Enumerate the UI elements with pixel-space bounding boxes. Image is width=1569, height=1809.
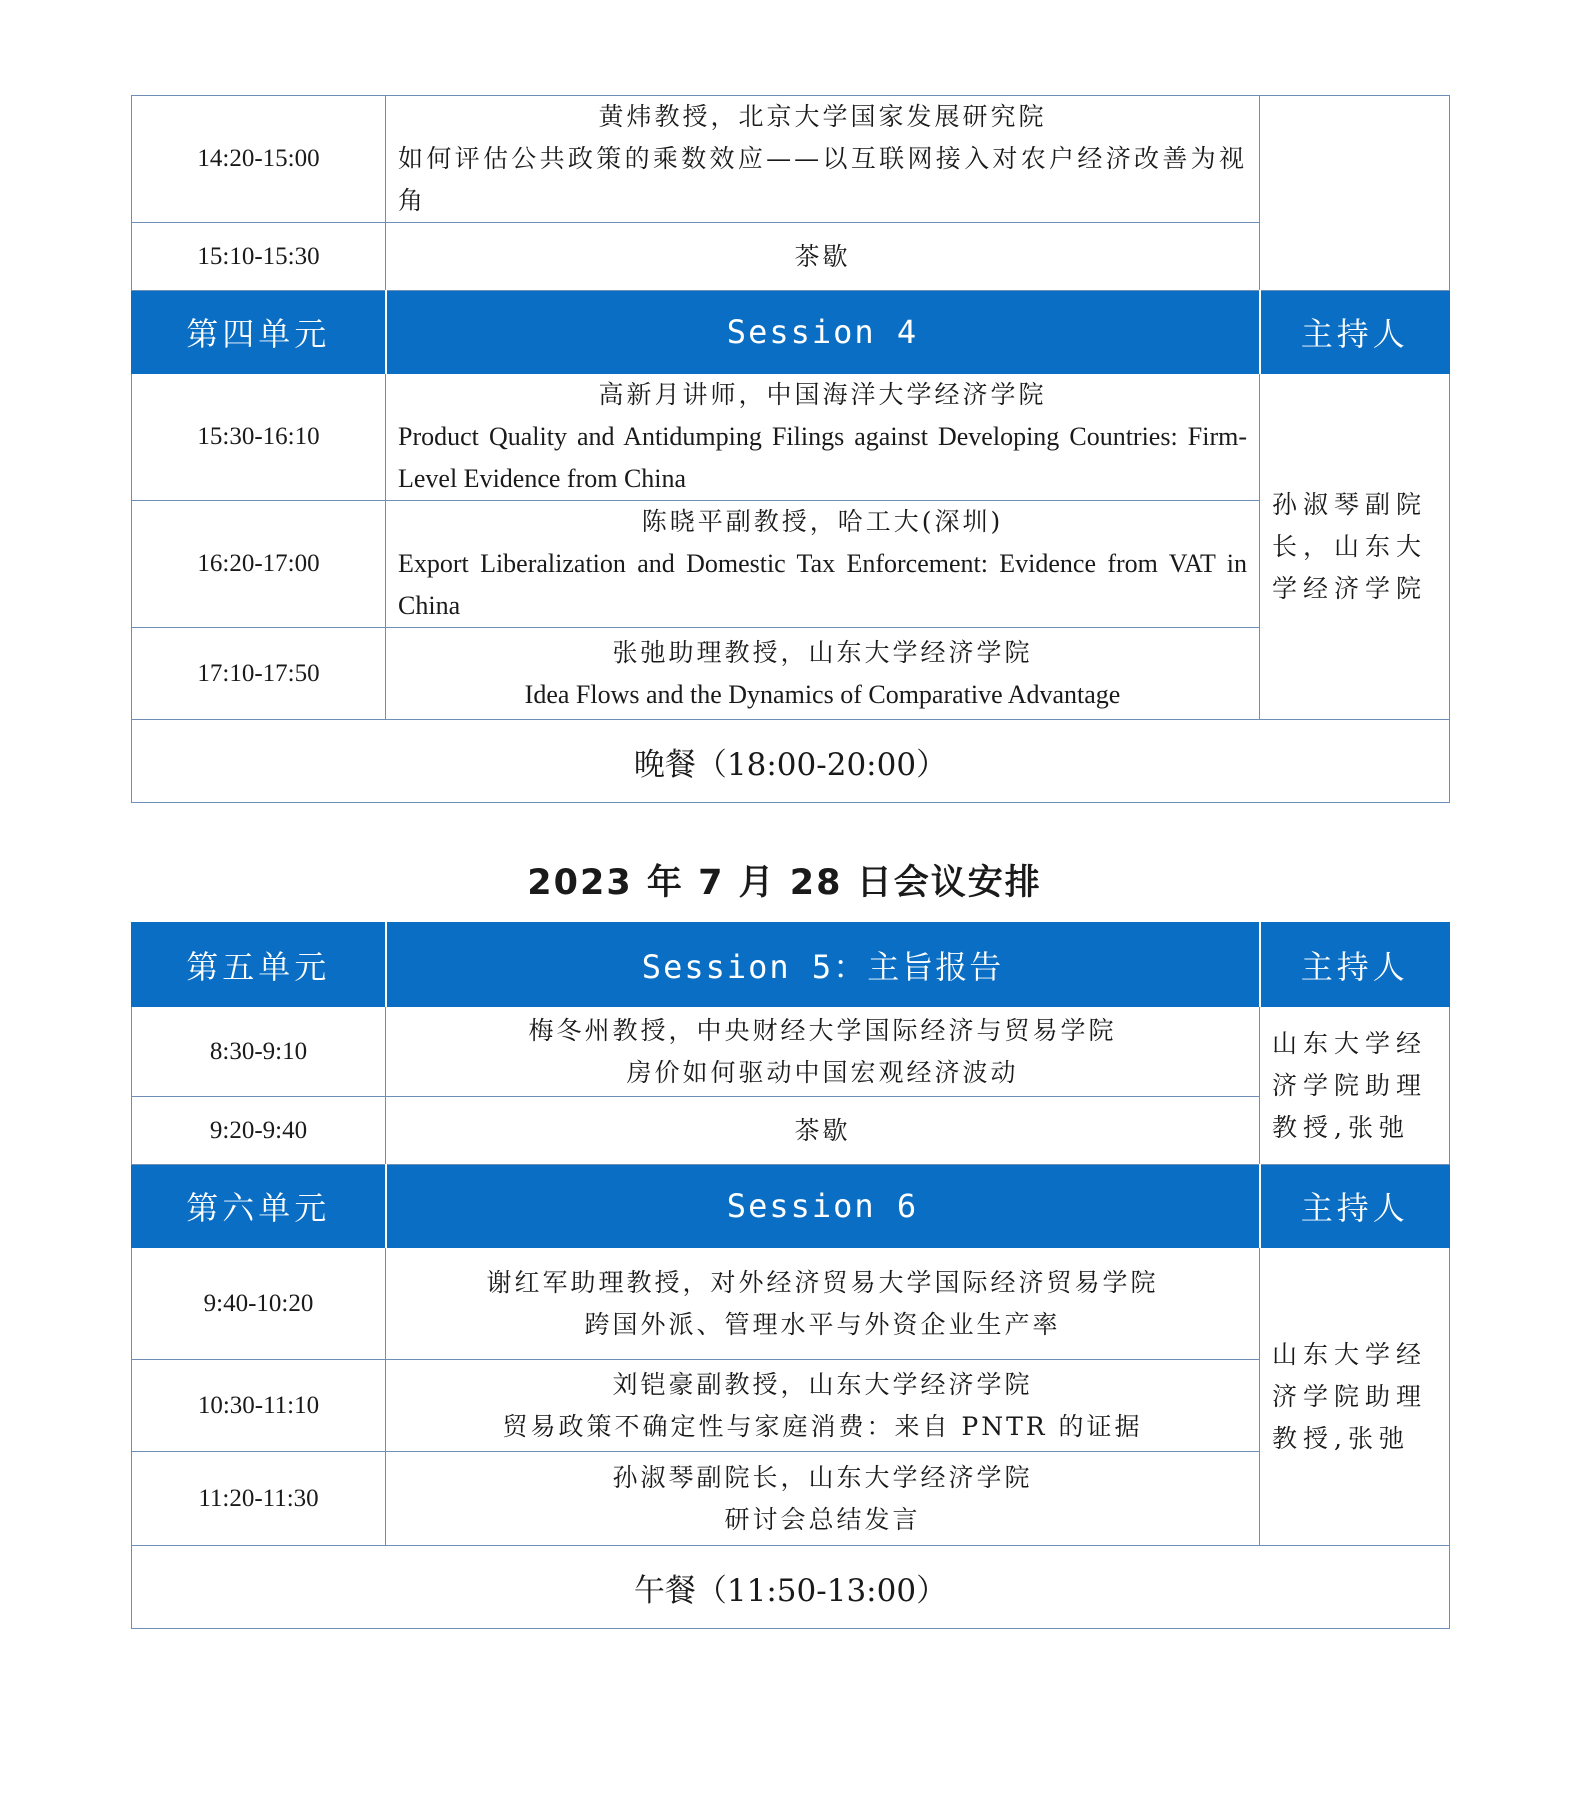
time-cell: 15:30-16:10 [132, 374, 386, 501]
unit-label: 第四单元 [132, 291, 386, 374]
talk-cell [386, 1007, 1260, 1097]
table-row [132, 1360, 1450, 1452]
time-cell: 9:40-10:20 [132, 1248, 386, 1360]
speaker: 高新月讲师，中国海洋大学经济学院 [598, 380, 1047, 409]
speaker: 张弛助理教授，山东大学经济学院 [612, 637, 1033, 667]
speaker: 刘铠豪副教授，山东大学经济学院 [612, 1369, 1033, 1399]
talk-cell [386, 501, 1260, 628]
talk-title: Product Quality and Antidumping Filings against Developing Countries: Firm-Level Evidence from China [398, 422, 1247, 493]
table-row [132, 96, 1450, 223]
chair-cell: 山东大学经济学院助理教授,张弛 [1260, 1248, 1450, 1546]
schedule-table-day2 [131, 922, 1450, 1629]
talk-title: 如何评估公共政策的乘数效应——以互联网接入对农户经济改善为视角 [398, 144, 1247, 215]
talk-cell [386, 96, 1260, 223]
table-row [132, 1248, 1450, 1360]
talk-title: Export Liberalization and Domestic Tax Enforcement: Evidence from VAT in China [398, 549, 1247, 620]
break-label: 茶歇 [794, 1115, 851, 1145]
session-header-row [132, 923, 1450, 1007]
table-row [132, 1097, 1450, 1165]
talk-cell [386, 1452, 1260, 1546]
speaker: 梅冬州教授，中央财经大学国际经济与贸易学院 [528, 1015, 1117, 1045]
talk-title: 跨国外派、管理水平与外资企业生产率 [584, 1309, 1061, 1339]
session-label: Session 6 [386, 1165, 1260, 1248]
talk-cell [386, 1248, 1260, 1360]
break-cell [386, 1097, 1260, 1165]
unit-label: 第五单元 [132, 923, 386, 1007]
meal-row [132, 1546, 1450, 1629]
chair-cell: 山东大学经济学院助理教授,张弛 [1260, 1007, 1450, 1165]
meal-label: 晚餐（18:00-20:00） [132, 720, 1450, 803]
speaker: 谢红军助理教授，对外经济贸易大学国际经济贸易学院 [486, 1267, 1159, 1297]
day-title: 2023 年 7 月 28 日会议安排 [527, 863, 1042, 903]
chair-header: 主持人 [1260, 923, 1450, 1007]
meal-row [132, 720, 1450, 803]
chair-header: 主持人 [1260, 1165, 1450, 1248]
speaker: 孙淑琴副院长，山东大学经济学院 [612, 1462, 1033, 1492]
time-cell: 17:10-17:50 [132, 628, 386, 720]
table-row [132, 628, 1450, 720]
table-row [132, 1007, 1450, 1097]
talk-title: 贸易政策不确定性与家庭消费：来自 PNTR 的证据 [502, 1411, 1143, 1441]
chair-cell: 孙淑琴副院长，山东大学经济学院 [1260, 374, 1450, 720]
talk-cell [386, 1360, 1260, 1452]
meal-label: 午餐（11:50-13:00） [132, 1546, 1450, 1629]
time-cell: 9:20-9:40 [132, 1097, 386, 1165]
session-label: Session 4 [386, 291, 1260, 374]
talk-title: 研讨会总结发言 [724, 1504, 921, 1534]
break-cell [386, 223, 1260, 291]
schedule-table-day1 [131, 95, 1450, 803]
talk-cell [386, 374, 1260, 501]
unit-label: 第六单元 [132, 1165, 386, 1248]
talk-title: Idea Flows and the Dynamics of Comparative Advantage [524, 679, 1121, 709]
talk-title: 房价如何驱动中国宏观经济波动 [626, 1057, 1019, 1087]
break-label: 茶歇 [794, 241, 851, 271]
speaker: 黄炜教授，北京大学国家发展研究院 [598, 102, 1047, 131]
time-cell: 15:10-15:30 [132, 223, 386, 291]
time-cell: 16:20-17:00 [132, 501, 386, 628]
time-cell: 8:30-9:10 [132, 1007, 386, 1097]
table-row [132, 374, 1450, 501]
time-cell: 11:20-11:30 [132, 1452, 386, 1546]
talk-cell [386, 628, 1260, 720]
table-row [132, 501, 1450, 628]
table-row [132, 223, 1450, 291]
chair-cell-empty [1260, 96, 1450, 291]
speaker: 陈晓平副教授，哈工大(深圳) [641, 507, 1004, 536]
chair-header: 主持人 [1260, 291, 1450, 374]
time-cell: 14:20-15:00 [132, 96, 386, 223]
time-cell: 10:30-11:10 [132, 1360, 386, 1452]
session-header-row [132, 1165, 1450, 1248]
table-row [132, 1452, 1450, 1546]
session-header-row [132, 291, 1450, 374]
session-label: Session 5：主旨报告 [386, 923, 1260, 1007]
